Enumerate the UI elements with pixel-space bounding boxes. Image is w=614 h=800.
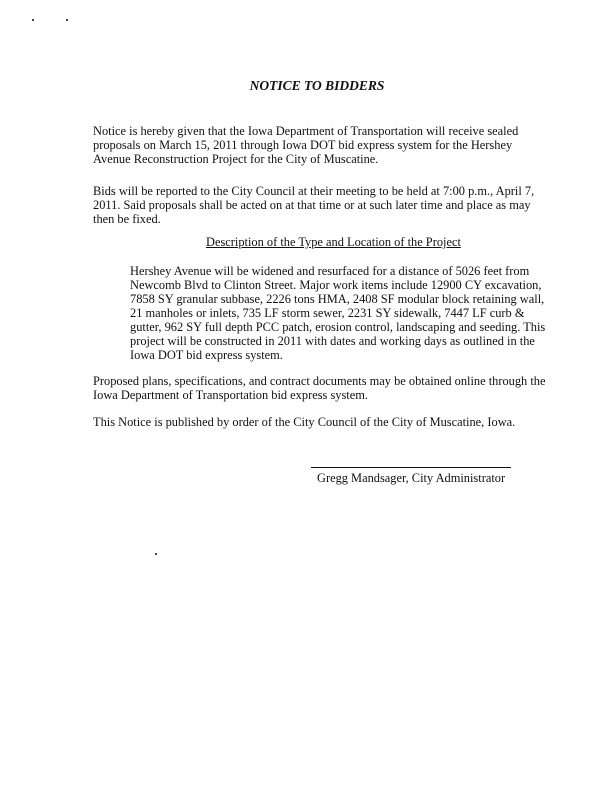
text-line: 2011. Said proposals shall be acted on at that time or at such later time and place as may: [93, 198, 531, 212]
text-line: Hershey Avenue will be widened and resurfaced for a distance of 5026 feet from: [130, 264, 530, 278]
signature-line: [311, 467, 511, 468]
text-line: 7858 SY granular subbase, 2226 tons HMA, 2408 SF modular block retaining wall,: [130, 292, 545, 306]
scan-speck: [32, 19, 34, 21]
text-line: Iowa Department of Transportation bid express system.: [93, 388, 368, 402]
text-line: gutter, 962 SY full depth PCC patch, erosion control, landscaping and seeding. This: [130, 320, 546, 334]
text-line: Notice is hereby given that the Iowa Department of Transportation will receive sealed: [93, 124, 519, 138]
document-title: NOTICE TO BIDDERS: [249, 78, 385, 93]
text-line: Iowa DOT bid express system.: [130, 348, 283, 362]
text-line: Bids will be reported to the City Council at their meeting to be held at 7:00 p.m., April 7,: [93, 184, 535, 198]
text-line: 21 manholes or inlets, 735 LF storm sewer, 2231 SY sidewalk, 7447 LF curb &: [130, 306, 525, 320]
signatory-name: Gregg Mandsager, City Administrator: [317, 471, 506, 485]
text-line: project will be constructed in 2011 with dates and working days as outlined in the: [130, 334, 535, 348]
scan-speck: [66, 19, 68, 21]
text-line: Proposed plans, specifications, and contract documents may be obtained online through the: [93, 374, 546, 388]
text-line: proposals on March 15, 2011 through Iowa DOT bid express system for the Hershey: [93, 138, 513, 152]
text-line: Newcomb Blvd to Clinton Street. Major work items include 12900 CY excavation,: [130, 278, 542, 292]
paragraph-publication: This Notice is published by order of the City Council of the City of Muscatine, Iowa.: [93, 415, 516, 429]
section-heading: Description of the Type and Location of the Project: [206, 235, 461, 249]
text-line: Avenue Reconstruction Project for the City of Muscatine.: [93, 152, 379, 166]
text-line: then be fixed.: [93, 212, 161, 226]
scan-speck: [155, 553, 157, 555]
